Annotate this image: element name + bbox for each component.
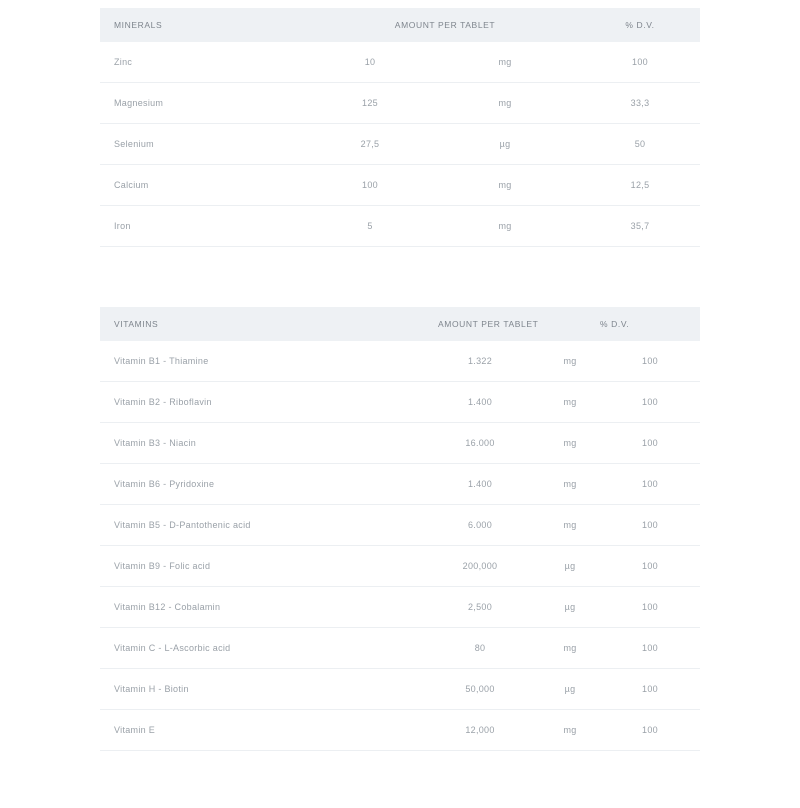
mineral-dv: 35,7 xyxy=(580,206,700,247)
mineral-name: Zinc xyxy=(100,42,310,83)
vitamin-unit: µg xyxy=(540,587,600,628)
vitamin-amount: 200,000 xyxy=(420,546,540,587)
table-row xyxy=(100,669,700,710)
mineral-unit: mg xyxy=(430,42,580,83)
table-row xyxy=(100,464,700,505)
vitamin-amount: 80 xyxy=(420,628,540,669)
mineral-amount: 5 xyxy=(310,206,430,247)
vitamin-name: Vitamin H - Biotin xyxy=(100,669,420,710)
vitamins-header-name: VITAMINS xyxy=(100,307,420,341)
vitamin-unit: mg xyxy=(540,423,600,464)
vitamin-unit: mg xyxy=(540,464,600,505)
vitamin-amount: 50,000 xyxy=(420,669,540,710)
mineral-amount: 100 xyxy=(310,165,430,206)
minerals-table-body xyxy=(100,42,700,247)
vitamin-amount: 1.400 xyxy=(420,464,540,505)
mineral-amount: 27,5 xyxy=(310,124,430,165)
vitamin-name: Vitamin B5 - D-Pantothenic acid xyxy=(100,505,420,546)
mineral-amount: 10 xyxy=(310,42,430,83)
mineral-name: Magnesium xyxy=(100,83,310,124)
table-row xyxy=(100,546,700,587)
table-row xyxy=(100,710,700,751)
mineral-dv: 33,3 xyxy=(580,83,700,124)
vitamin-amount: 1.322 xyxy=(420,341,540,382)
mineral-amount: 125 xyxy=(310,83,430,124)
vitamin-unit: µg xyxy=(540,546,600,587)
mineral-unit: mg xyxy=(430,206,580,247)
vitamin-dv: 100 xyxy=(600,464,700,505)
vitamin-unit: mg xyxy=(540,628,600,669)
vitamins-table xyxy=(100,307,700,751)
minerals-table-header xyxy=(100,8,700,42)
vitamin-dv: 100 xyxy=(600,505,700,546)
vitamin-unit: mg xyxy=(540,505,600,546)
minerals-header-name: MINERALS xyxy=(100,8,310,42)
mineral-dv: 50 xyxy=(580,124,700,165)
vitamin-unit: µg xyxy=(540,669,600,710)
vitamin-unit: mg xyxy=(540,710,600,751)
minerals-header-dv: % D.V. xyxy=(580,8,700,42)
vitamins-table-body xyxy=(100,341,700,751)
minerals-table xyxy=(100,8,700,247)
table-header-row xyxy=(100,8,700,42)
vitamin-name: Vitamin B12 - Cobalamin xyxy=(100,587,420,628)
vitamin-name: Vitamin E xyxy=(100,710,420,751)
table-row xyxy=(100,587,700,628)
table-row xyxy=(100,423,700,464)
vitamin-name: Vitamin B9 - Folic acid xyxy=(100,546,420,587)
vitamin-dv: 100 xyxy=(600,423,700,464)
vitamin-name: Vitamin B3 - Niacin xyxy=(100,423,420,464)
vitamin-amount: 2,500 xyxy=(420,587,540,628)
mineral-unit: µg xyxy=(430,124,580,165)
vitamin-unit: mg xyxy=(540,382,600,423)
vitamin-dv: 100 xyxy=(600,546,700,587)
vitamin-name: Vitamin B2 - Riboflavin xyxy=(100,382,420,423)
vitamin-amount: 12,000 xyxy=(420,710,540,751)
nutrition-facts-page xyxy=(0,8,800,808)
vitamin-dv: 100 xyxy=(600,710,700,751)
vitamin-dv: 100 xyxy=(600,628,700,669)
table-row xyxy=(100,42,700,83)
mineral-name: Selenium xyxy=(100,124,310,165)
vitamin-name: Vitamin B6 - Pyridoxine xyxy=(100,464,420,505)
table-header-row xyxy=(100,307,700,341)
mineral-unit: mg xyxy=(430,165,580,206)
vitamin-dv: 100 xyxy=(600,669,700,710)
vitamin-amount: 16.000 xyxy=(420,423,540,464)
minerals-header-amount: AMOUNT PER TABLET xyxy=(310,8,580,42)
table-row xyxy=(100,206,700,247)
table-row xyxy=(100,382,700,423)
mineral-name: Iron xyxy=(100,206,310,247)
vitamin-amount: 6.000 xyxy=(420,505,540,546)
vitamins-table-header xyxy=(100,307,700,341)
mineral-name: Calcium xyxy=(100,165,310,206)
vitamin-dv: 100 xyxy=(600,587,700,628)
mineral-dv: 12,5 xyxy=(580,165,700,206)
vitamin-name: Vitamin C - L-Ascorbic acid xyxy=(100,628,420,669)
vitamin-dv: 100 xyxy=(600,382,700,423)
table-row xyxy=(100,165,700,206)
table-row xyxy=(100,628,700,669)
vitamins-header-amount: AMOUNT PER TABLET xyxy=(420,307,600,341)
mineral-dv: 100 xyxy=(580,42,700,83)
vitamins-header-dv: % D.V. xyxy=(600,307,700,341)
table-row xyxy=(100,341,700,382)
table-row xyxy=(100,505,700,546)
vitamin-unit: mg xyxy=(540,341,600,382)
vitamin-name: Vitamin B1 - Thiamine xyxy=(100,341,420,382)
table-row xyxy=(100,83,700,124)
table-row xyxy=(100,124,700,165)
vitamin-amount: 1.400 xyxy=(420,382,540,423)
mineral-unit: mg xyxy=(430,83,580,124)
vitamin-dv: 100 xyxy=(600,341,700,382)
